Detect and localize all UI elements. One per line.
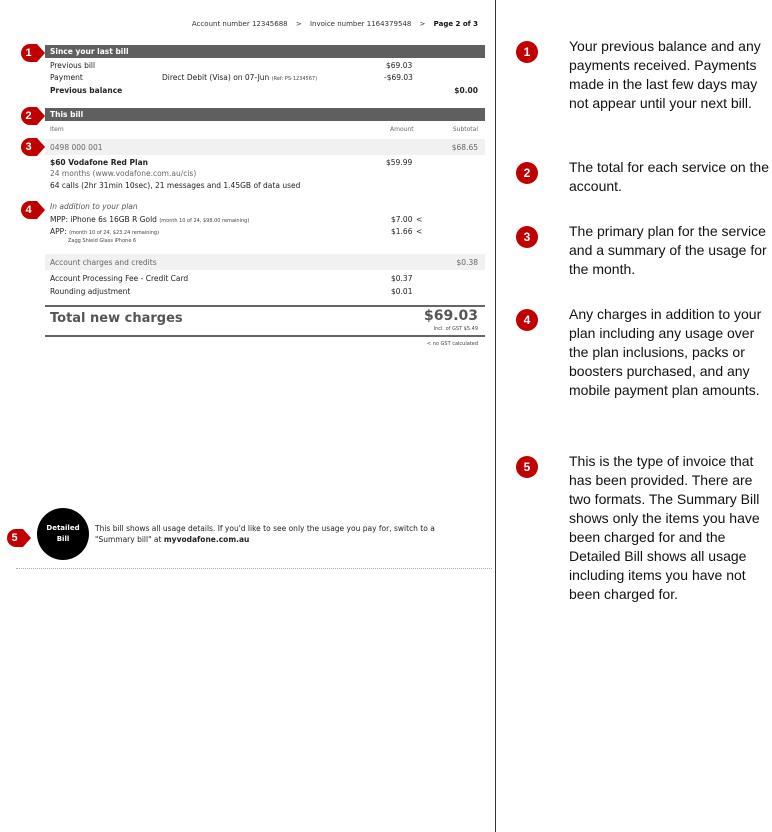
invoice-number: 1164379548 — [366, 20, 412, 28]
charge-row — [50, 274, 480, 284]
explanation-panel — [496, 0, 772, 832]
plan-amount: $59.99 — [386, 158, 413, 167]
column-subtotal: Subtotal — [452, 126, 478, 133]
marker-1 — [20, 43, 40, 63]
breadcrumb — [192, 20, 478, 28]
plan-term: 24 months (www.vodafone.com.au/cis) — [50, 169, 197, 178]
no-gst-flag: < — [416, 227, 423, 236]
item-label: APP: — [50, 227, 67, 236]
note-number-badge: 2 — [516, 162, 538, 184]
page-indicator: Page 2 of 3 — [433, 20, 478, 28]
detailed-bill-badge — [37, 508, 89, 560]
total-label: Total new charges — [50, 311, 183, 326]
charge-amount: $0.37 — [391, 274, 413, 283]
item-note: (month 10 of 24, $98.00 remaining) — [159, 218, 250, 224]
item-amount: $1.66 — [391, 227, 413, 236]
bill-type-text — [95, 523, 465, 545]
service-number: 0498 000 001 — [50, 143, 103, 152]
note-text: This is the type of invoice that has been provided. There are two formats. The Summary Bill shows only the items you have been charged for and the Detailed Bill shows all usage including items you have not been charged for. — [569, 453, 760, 602]
section-since-last-bill-header: Since your last bill — [45, 45, 485, 58]
total-bottom-rule — [45, 335, 485, 337]
marker-number: 1 — [25, 47, 32, 59]
plan-row — [50, 158, 480, 168]
marker-number: 4 — [25, 204, 32, 216]
marker-number: 2 — [25, 110, 32, 122]
invoice-label: Invoice number — [309, 20, 365, 28]
marker-5 — [6, 528, 26, 548]
section-this-bill-header: This bill — [45, 108, 485, 121]
item-amount: $7.00 — [391, 215, 413, 224]
row-amount: $69.03 — [386, 61, 413, 70]
note-text: Your previous balance and any payments received. Payments made in the last few days may not appear until your next bill. — [569, 38, 761, 111]
account-charges-subtotal: $0.38 — [456, 258, 478, 267]
marker-2 — [20, 106, 40, 126]
payment-row — [50, 73, 480, 83]
no-gst-flag: < — [416, 215, 423, 224]
column-item: Item — [50, 126, 64, 133]
payment-detail — [162, 73, 317, 84]
marker-number: 5 — [11, 532, 18, 544]
breadcrumb-separator: > — [419, 20, 426, 28]
badge-line-1: Detailed — [46, 524, 80, 532]
account-label: Account number — [191, 20, 250, 28]
marker-4 — [20, 200, 40, 220]
charge-label: Rounding adjustment — [50, 287, 131, 296]
plan-name: $60 Vodafone Red Plan — [50, 158, 149, 167]
mpp-row — [50, 215, 480, 226]
previous-balance-row — [50, 86, 480, 96]
note-number-badge: 4 — [516, 309, 538, 331]
bill-type-description: This bill shows all usage details. If you'd like to see only the usage you pay for, switch to a "Summary bill" at — [95, 524, 435, 544]
item-note: (month 10 of 24, $23.24 remaining) — [69, 230, 160, 236]
item-label: MPP: iPhone 6s 16GB R Gold — [50, 215, 157, 224]
badge-line-2: Bill — [56, 535, 70, 543]
account-charges-title: Account charges and credits — [50, 258, 157, 267]
row-label: Previous balance — [50, 86, 123, 95]
column-amount: Amount — [390, 126, 414, 133]
gst-note: Incl. of GST $5.49 — [433, 326, 478, 332]
payment-ref: (Ref: PS-1234567) — [271, 76, 318, 82]
myvodafone-link[interactable]: myvodafone.com.au — [163, 535, 250, 544]
account-number: 12345688 — [251, 20, 288, 28]
note-text: The total for each service on the account. — [569, 159, 769, 194]
row-label: Payment — [50, 73, 83, 82]
total-amount: $69.03 — [423, 308, 478, 324]
charge-amount: $0.01 — [391, 287, 413, 296]
charge-row — [50, 287, 480, 297]
payment-method: Direct Debit (Visa) on 07-Jun — [162, 73, 270, 82]
no-gst-footnote: < no GST calculated — [426, 341, 478, 347]
plan-usage: 64 calls (2hr 31min 10sec), 21 messages and 1.45GB of data used — [50, 181, 301, 190]
breadcrumb-separator: > — [295, 20, 302, 28]
service-row — [50, 143, 480, 153]
row-total: $0.00 — [454, 86, 478, 95]
note-text: Any charges in addition to your plan including any usage over the plan inclusions, packs or boosters purchased, and any mobile payment plan amounts. — [569, 306, 762, 398]
marker-number: 3 — [25, 141, 32, 153]
app-subitem: Zagg Shield Glass iPhone 6 — [68, 238, 137, 244]
row-amount: -$69.03 — [384, 73, 413, 82]
note-number-badge: 1 — [516, 41, 538, 63]
marker-3 — [20, 137, 40, 157]
account-charges-header — [50, 258, 480, 268]
total-top-rule — [45, 305, 485, 307]
service-subtotal: $68.65 — [451, 143, 478, 152]
addition-heading: In addition to your plan — [50, 202, 138, 211]
row-label: Previous bill — [50, 61, 96, 70]
note-number-badge: 3 — [516, 226, 538, 248]
note-number-badge: 5 — [516, 456, 538, 478]
charge-label: Account Processing Fee - Credit Card — [50, 274, 189, 283]
dotted-separator — [16, 568, 492, 569]
column-headers — [50, 125, 480, 135]
note-text: The primary plan for the service and a summary of the usage for the month. — [569, 223, 767, 277]
previous-bill-row — [50, 61, 480, 71]
